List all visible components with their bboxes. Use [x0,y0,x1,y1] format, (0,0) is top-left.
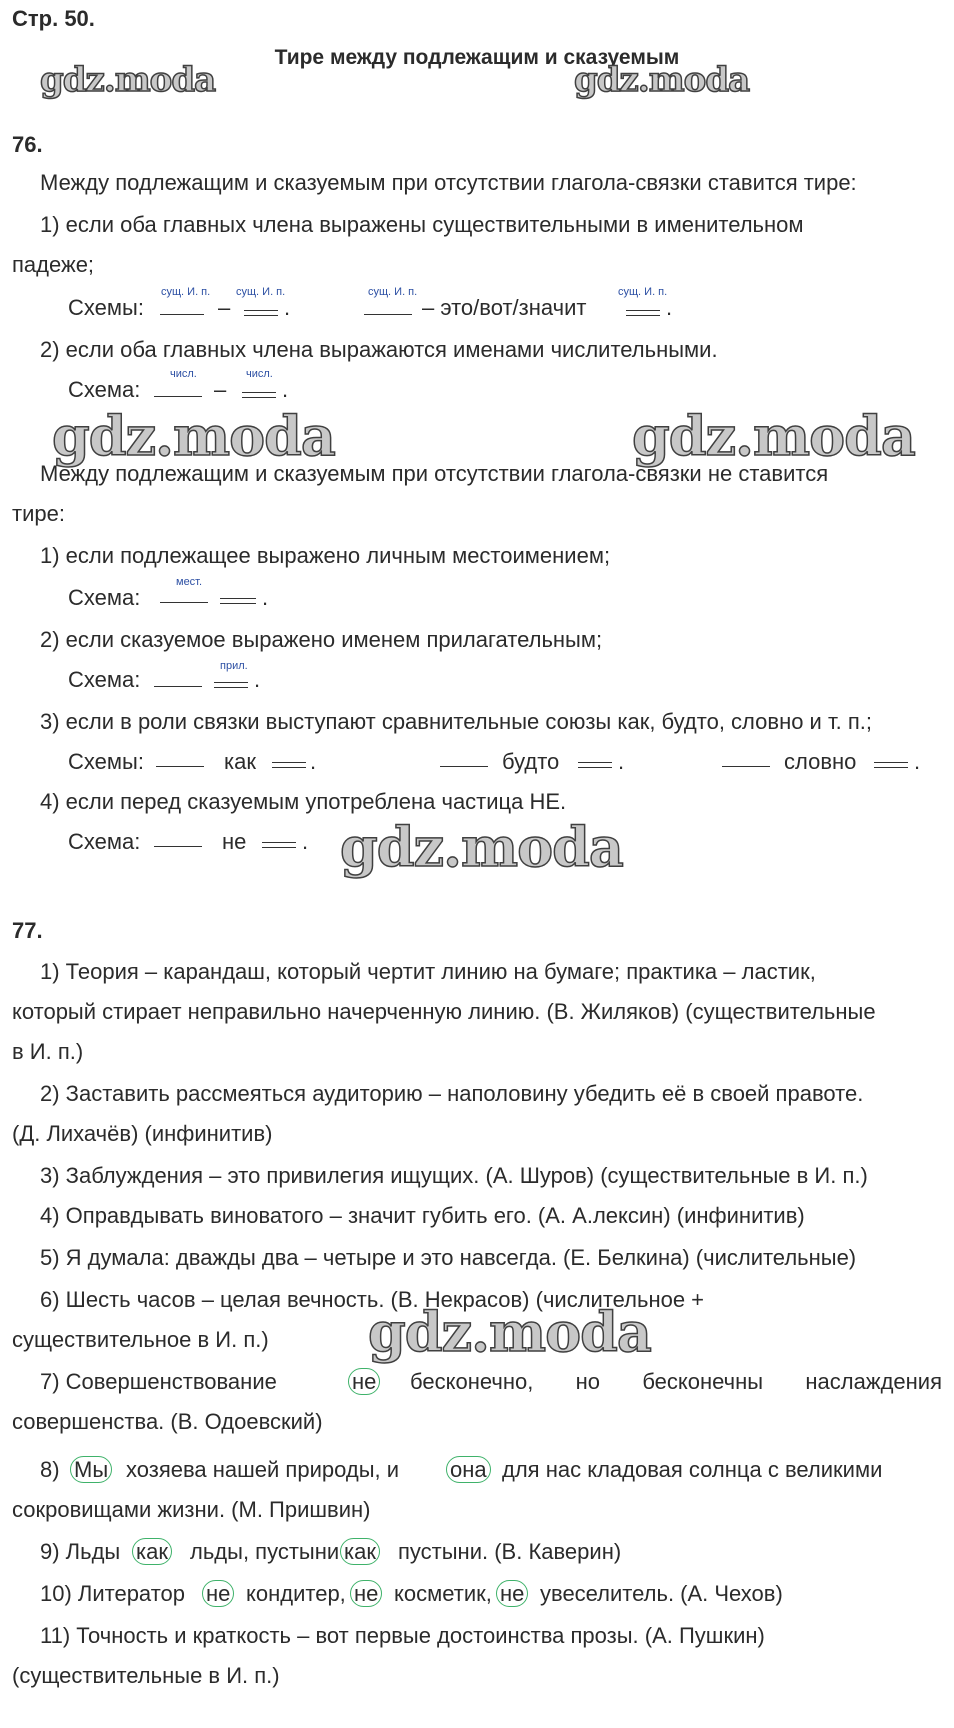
circled-particle-ne [202,1574,234,1614]
dot: . [284,295,291,320]
sentence-8 [40,1450,60,1490]
circled-word: не [202,1580,234,1607]
sentence-7-rest: бесконечно, но бесконечны наслаждения [410,1369,942,1394]
sentence-10-part: косметик, [394,1581,492,1606]
dot: . [310,749,317,774]
dot: . [914,749,921,774]
predicate-double-line [214,682,248,688]
circled-conjunction-kak [132,1532,172,1572]
sentence-1: который стирает неправильно начерченную линию. (В. Жиляков) (существительные [12,999,876,1024]
rule-text: падеже; [12,252,95,277]
rule-intro-nodash: Между подлежащим и сказуемым при отсутствии глагола-связки не ставится [40,461,829,486]
exercise-number: 76. [12,132,43,157]
sentence-8: сокровищами жизни. (М. Пришвин) [12,1497,371,1522]
dash: – [218,295,231,320]
noun-label: сущ. И. п. [618,286,668,298]
dot: . [666,295,673,320]
watermark: gdz.moda [574,60,750,100]
rule-text: 3) если в роли связки выступают сравнительные союзы как, будто, словно и т. п.; [40,709,872,734]
scheme-label: Схема: [68,667,141,692]
predicate-double-line [578,762,612,768]
page-title: Тире между подлежащим и сказуемым [274,46,680,69]
adjective-label: прил. [220,660,248,672]
rule-text: тире: [12,501,65,526]
circled-word: Мы [70,1456,112,1483]
predicate-double-line [244,310,278,316]
numeral-label: числ. [246,368,273,380]
sentence-1: в И. п.) [12,1039,84,1064]
sentence-10-part: увеселитель. (А. Чехов) [540,1581,783,1606]
budto-conjunction: будто [502,749,560,774]
dot: . [618,749,625,774]
dot: . [262,585,269,610]
sentence-9-part: пустыни. (В. Каверин) [398,1539,622,1564]
watermark: gdz.moda [632,404,915,468]
dash: – [214,377,227,402]
predicate-double-line [874,762,908,768]
circled-pronoun-ona [446,1450,491,1490]
sentence-7-part: 7) Совершенствование [40,1369,277,1394]
circled-conjunction-kak [340,1532,380,1572]
circled-word: не [350,1580,382,1607]
subject-line [440,766,488,767]
schemes-label: Схемы: [68,749,144,774]
sentence-3: 3) Заблуждения – это привилегия ищущих. (А. Шуров) (существительные в И. п.) [40,1163,868,1188]
noun-label: сущ. И. п. [161,286,211,298]
noun-label: сущ. И. п. [236,286,286,298]
page-reference: Стр. 50. [12,6,95,31]
sentence-4: 4) Оправдывать виноватого – значит губить его. (А. А.лексин) (инфинитив) [40,1203,805,1228]
scheme-label: Схема: [68,585,141,610]
subject-line [156,766,204,767]
circled-word: не [496,1580,528,1607]
rule-intro-dash: Между подлежащим и сказуемым при отсутствии глагола-связки ставится тире: [40,170,857,195]
subject-line [364,314,412,315]
sentence-6: 6) Шесть часов – целая вечность. (В. Некрасов) (числительное + [40,1287,705,1312]
circled-word: как [132,1538,172,1565]
predicate-double-line [272,762,306,768]
dot: . [254,667,261,692]
sentence-9-part: льды, пустыни [190,1539,340,1564]
subject-line [154,846,202,847]
noun-label: сущ. И. п. [368,286,418,298]
ne-particle: не [222,829,247,854]
scheme-label: Схема: [68,377,141,402]
predicate-double-line [220,598,256,604]
sentence-11: 11) Точность и краткость – вот первые достоинства прозы. (А. Пушкин) [40,1623,765,1648]
circled-word: она [446,1456,491,1483]
sentence-8-part: хозяева нашей природы, и [126,1457,400,1482]
circled-pronoun-my [70,1450,112,1490]
eto-vot-znachit: – это/вот/значит [422,295,587,320]
sentence-2: 2) Заставить рассмеяться аудиторию – наполовину убедить её в своей правоте. [40,1081,864,1106]
circled-word: не [348,1368,380,1395]
exercise-number: 77. [12,918,43,943]
predicate-double-line [262,842,296,848]
rule-text: 4) если перед сказуемым употреблена частица НЕ. [40,789,567,814]
sentence-9-part: 9) Льды [40,1539,121,1564]
subject-line [154,686,202,687]
circled-particle-ne [350,1574,382,1614]
numeral-label: числ. [170,368,197,380]
sentence-7 [40,1362,277,1402]
slovno-conjunction: словно [784,749,857,774]
watermark: gdz.moda [340,815,623,879]
subject-line [154,396,202,397]
sentence-6: существительное в И. п.) [12,1327,269,1352]
subject-line [160,314,204,315]
circled-particle-ne [348,1362,380,1402]
kak-conjunction: как [224,749,256,774]
sentence-5: 5) Я думала: дважды два – четыре и это навсегда. (Е. Белкина) (числительные) [40,1245,857,1270]
dot: . [282,377,289,402]
circled-particle-ne [496,1574,528,1614]
schemes-label: Схемы: [68,295,144,320]
watermark: gdz.moda [52,404,335,468]
sentence-7: совершенства. (В. Одоевский) [12,1409,323,1434]
subject-line [722,766,770,767]
scheme-label: Схема: [68,829,141,854]
sentence-11: (существительные в И. п.) [12,1663,280,1688]
predicate-double-line [626,310,660,316]
sentence-10-part: 10) Литератор [40,1581,185,1606]
rule-text: 2) если сказуемое выражено именем прилагательным; [40,627,603,652]
sentence-1: 1) Теория – карандаш, который чертит линию на бумаге; практика – ластик, [40,959,816,984]
watermark: gdz.moda [40,60,216,100]
sentence-2: (Д. Лихачёв) (инфинитив) [12,1121,273,1146]
sentence-10-part: кондитер, [246,1581,346,1606]
rule-text: 1) если оба главных члена выражены существительными в именительном [40,212,804,237]
watermark: gdz.moda [368,1300,651,1364]
sentence-8-part: 8) [40,1457,60,1482]
rule-text: 1) если подлежащее выражено личным местоимением; [40,543,611,568]
predicate-double-line [242,392,276,398]
subject-line [160,602,208,603]
circled-word: как [340,1538,380,1565]
dot: . [302,829,309,854]
sentence-8-part: для нас кладовая солнца с великими [502,1457,883,1482]
pronoun-label: мест. [176,576,203,588]
rule-text: 2) если оба главных члена выражаются именами числительными. [40,337,718,362]
